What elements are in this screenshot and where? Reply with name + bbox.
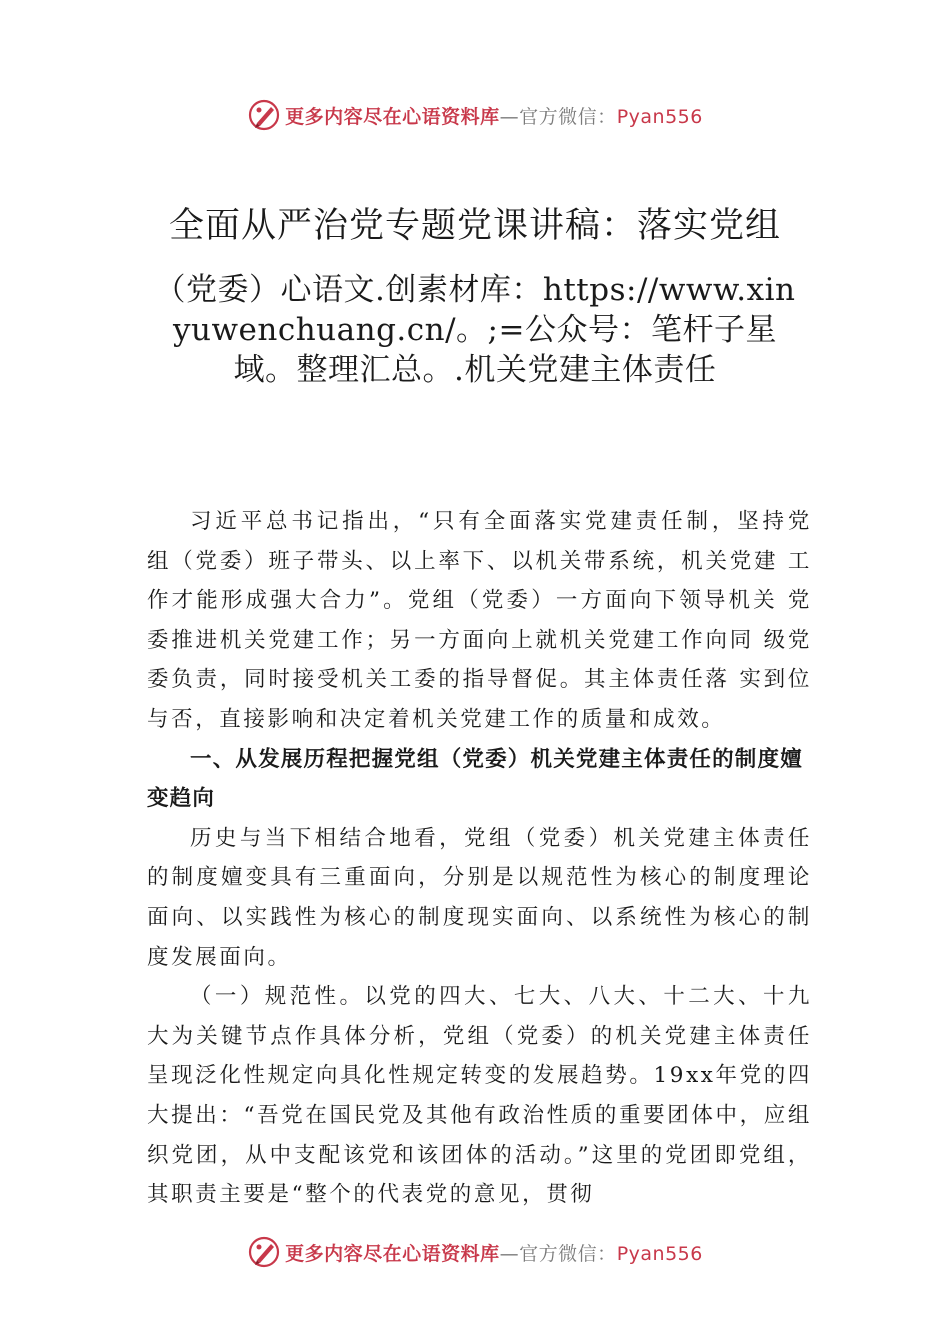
paragraph-intro: 习近平总书记指出，“只有全面落实党建责任制，坚持党 组（党委）班子带头、以上率下、以机关带系统，机关党建 工作才能形成强大合力”。党组（党委）一方面向下领导机关 党委推进机关党建工作；另一方面向上就机关党建工作向同 级党委负责，同时接受机关工委的指导督促。其主体责任落 实到位与否，直接影响和决定着机关党建工作的质量和成效。 bbox=[147, 509, 812, 732]
banner-wechat-label: —官方微信： bbox=[499, 105, 617, 128]
pen-logo-icon bbox=[247, 98, 281, 132]
document-body bbox=[147, 502, 812, 1215]
section-heading: 一、从发展历程把握党组（党委）机关党建主体责任的制度嬗变趋向 bbox=[147, 746, 803, 812]
paragraph-normative: （一）规范性。以党的四大、七大、八大、十二大、十九大为关键节点作具体分析，党组（党委）的机关党建主体责任呈现泛化性规定向具化性规定转变的发展趋势。19xx年党的四大提出：“吾党在国民党及其他有政治性质的重要团体中，应组织党团，从中支配该党和该团体的活动。”这里的党团即党组，其职责主要是“整个的代表党的意见，贯彻 bbox=[147, 984, 812, 1208]
header-banner bbox=[0, 95, 950, 135]
banner-account: Pyan556 bbox=[616, 1242, 703, 1265]
banner-wechat-label: —官方微信： bbox=[499, 1242, 617, 1265]
document-title bbox=[150, 200, 800, 390]
footer-banner bbox=[0, 1232, 950, 1272]
banner-brand-text: 更多内容尽在心语资料库 bbox=[285, 1242, 500, 1265]
paragraph-overview: 历史与当下相结合地看，党组（党委）机关党建主体责任的制度嬗变具有三重面向，分别是以规范性为核心的制度理论面向、以实践性为核心的制度现实面向、以系统性为核心的制度发展面向。 bbox=[147, 825, 812, 970]
title-line-2: （党委）心语文.创素材库：https://www.xinyuwenchuang.cn/。;=公众号：笔杆子星域。整理汇总。.机关党建主体责任 bbox=[154, 272, 796, 388]
title-line-1: 全面从严治党专题党课讲稿：落实党组 bbox=[168, 206, 781, 246]
pen-logo-icon bbox=[247, 1235, 281, 1269]
banner-brand-text: 更多内容尽在心语资料库 bbox=[285, 105, 500, 128]
banner-account: Pyan556 bbox=[616, 105, 703, 128]
